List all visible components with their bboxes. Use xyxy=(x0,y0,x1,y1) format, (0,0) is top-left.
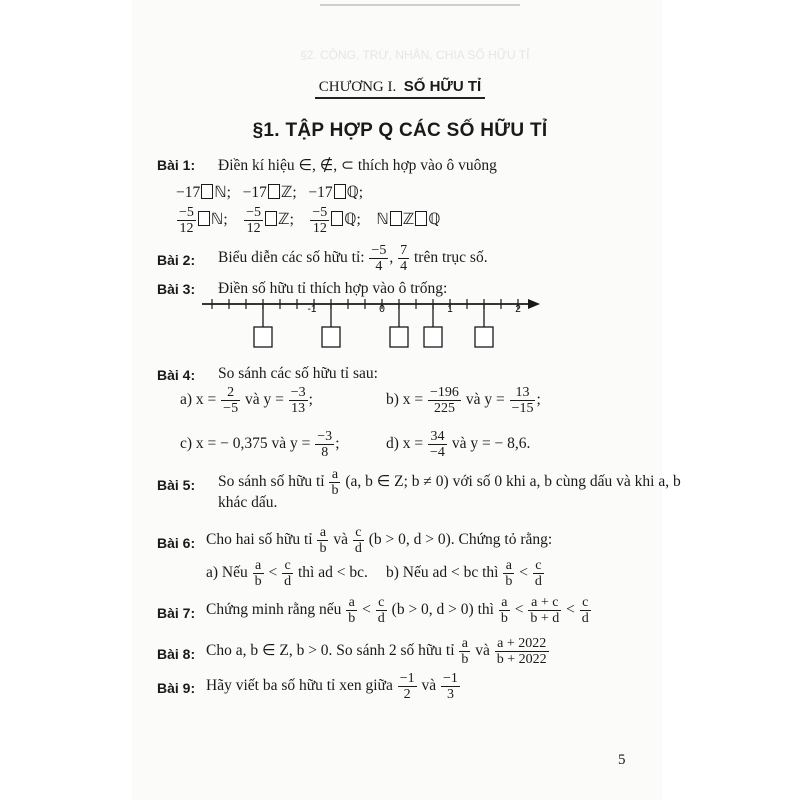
answer-box[interactable] xyxy=(415,211,427,226)
answer-box[interactable] xyxy=(198,211,210,226)
chapter-heading xyxy=(0,78,800,99)
exercise-6a: a) Nếu $\frac{a}{b}$ < $\frac{c}{d}$ thì ad < bc. xyxy=(206,558,368,589)
section-title: §1. TẬP HỢP Q CÁC SỐ HỮU TỈ xyxy=(252,120,548,141)
number-line-answer-box xyxy=(254,327,272,347)
exercise-8-text: Cho a, b ∈ Z, b > 0. So sánh 2 số hữu tỉ $\frac{a}{b}$ và $\frac{a + 2022}{b + 2022}$ xyxy=(206,636,547,667)
exercise-4c: c) x = − 0,375 và y = $\frac{-3}{8}$ ; xyxy=(180,429,340,460)
number-line xyxy=(200,294,545,358)
exercise-label-5: Bài 5: xyxy=(157,477,196,493)
exercise-4b: b) x = $\frac{-196}{225}$ và y = $\frac{13}{-15}$ ; xyxy=(386,385,541,416)
exercise-5-text: So sánh số hữu tỉ $\frac{a}{b}$ (a, b ∈ Z; b ≠ 0) với số 0 khi a, b cùng dấu và khi a, b xyxy=(218,467,681,498)
bleed-through-header: §2. CỘNG, TRỪ, NHÂN, CHIA SỐ HỮU TỈ xyxy=(300,48,530,62)
exercise-2-text: Biểu diễn các số hữu tỉ: $\frac{-5}{4}$ , $\frac{7}{4}$ trên trục số. xyxy=(218,243,488,274)
exercise-label-6: Bài 6: xyxy=(157,535,196,551)
exercise-label-9: Bài 9: xyxy=(157,680,196,696)
answer-box[interactable] xyxy=(390,211,402,226)
answer-box[interactable] xyxy=(268,184,280,199)
tick-label: 2 xyxy=(515,304,521,315)
answer-box[interactable] xyxy=(334,184,346,199)
tick-label: -1 xyxy=(307,304,317,315)
page-number: 5 xyxy=(618,752,626,768)
axis-arrow xyxy=(528,299,540,309)
answer-box[interactable] xyxy=(265,211,277,226)
exercise-7-text: Chứng minh rằng nếu $\frac{a}{b}$ < $\frac{c}{d}$ (b > 0, d > 0) thì $\frac{a}{b}$ < $\frac{a + c}{b + d}$ < $\frac{c}{d}$ xyxy=(206,595,589,626)
exercise-1-row1: −17 ℕ; −17 ℤ; −17 ℚ; xyxy=(176,184,364,201)
exercise-6b: b) Nếu ad < bc thì $\frac{a}{b}$ < $\frac{c}{d}$ xyxy=(386,558,542,589)
exercise-6-text: Cho hai số hữu tỉ $\frac{a}{b}$ và $\frac{c}{d}$ (b > 0, d > 0). Chứng tỏ rằng: xyxy=(206,525,553,556)
answer-box[interactable] xyxy=(331,211,343,226)
number-line-answer-box xyxy=(424,327,442,347)
exercise-label-7: Bài 7: xyxy=(157,605,196,621)
exercise-label-4: Bài 4: xyxy=(157,367,196,383)
number-line-answer-box xyxy=(475,327,493,347)
answer-box[interactable] xyxy=(201,184,213,199)
top-rule xyxy=(320,4,520,6)
exercise-label-3: Bài 3: xyxy=(157,281,196,297)
exercise-3-text: Điền số hữu tỉ thích hợp vào ô trống: xyxy=(218,280,448,297)
tick-label: 0 xyxy=(379,304,385,315)
number-line-answer-box xyxy=(322,327,340,347)
exercise-1-row2: $\frac{-5}{12}$ ℕ; $\frac{-5}{12}$ ℤ; $\frac{-5}{12}$ ℚ; ℕ ℤ ℚ xyxy=(179,205,441,236)
exercise-9-text: Hãy viết ba số hữu tỉ xen giữa $\frac{-1}{2}$ và $\frac{-1}{3}$ xyxy=(206,671,458,702)
chapter-prefix: CHƯƠNG I. xyxy=(318,79,397,95)
number-line-answer-box xyxy=(390,327,408,347)
exercise-label-2: Bài 2: xyxy=(157,252,196,268)
exercise-4d: d) x = $\frac{34}{-4}$ và y = − 8,6. xyxy=(386,429,531,460)
exercise-4a: a) x = $\frac{2}{-5}$ và y = $\frac{-3}{13}$ ; xyxy=(180,385,313,416)
exercise-4-text: So sánh các số hữu tỉ sau: xyxy=(218,365,378,382)
tick-label: 1 xyxy=(447,304,453,315)
exercise-label-1: Bài 1: xyxy=(157,157,196,173)
exercise-label-8: Bài 8: xyxy=(157,646,196,662)
exercise-5-text-cont: khác dấu. xyxy=(218,494,278,511)
chapter-title: SỐ HỮU TỈ xyxy=(403,78,482,95)
exercise-1-text: Điền kí hiệu ∈, ∉, ⊂ thích hợp vào ô vuông xyxy=(218,157,497,174)
